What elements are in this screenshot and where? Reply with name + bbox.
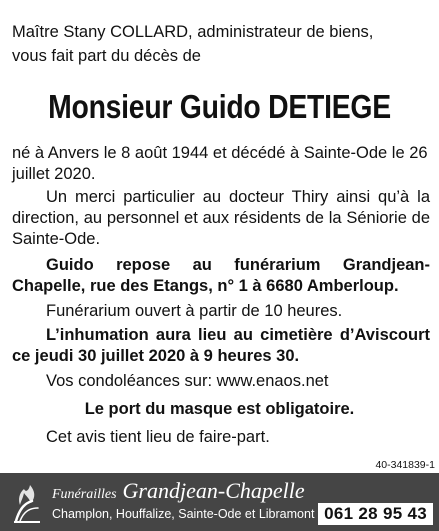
thanks-paragraph: Un merci particulier au docteur Thiry ainsi qu’à la direction, au personnel et aux résidents de la Séniorie de Sainte-Ode. bbox=[12, 188, 430, 248]
brand-prefix: Funérailles bbox=[52, 487, 117, 502]
deceased-name: Monsieur Guido DETIEGE bbox=[48, 88, 391, 125]
funeral-home-paragraph: Guido repose au funérarium Grandjean-Chapelle, rue des Etangs, n° 1 à 6680 Amberloup. bbox=[12, 256, 430, 295]
funeral-home-brand bbox=[52, 478, 305, 504]
intro-text bbox=[12, 20, 432, 68]
condolences-paragraph: Vos condoléances sur: www.enaos.net bbox=[46, 372, 329, 390]
birth-death-paragraph: né à Anvers le 8 août 1944 et décédé à Sainte-Ode le 26 juillet 2020. bbox=[12, 144, 428, 183]
phone-number: 061 28 95 43 bbox=[318, 503, 433, 525]
opening-hours-paragraph: Funérarium ouvert à partir de 10 heures. bbox=[46, 302, 343, 320]
reference-number: 40-341839-1 bbox=[375, 459, 435, 471]
flame-cross-logo-icon bbox=[10, 481, 44, 525]
mask-notice: Le port du masque est obligatoire. bbox=[84, 400, 355, 418]
funeral-home-locations: Champlon, Houffalize, Sainte-Ode et Libramont bbox=[52, 507, 315, 521]
brand-name: Grandjean-Chapelle bbox=[122, 478, 305, 503]
intro-line-2: vous fait part du décès de bbox=[12, 47, 201, 65]
funeral-home-banner bbox=[0, 473, 439, 531]
burial-paragraph: L’inhumation aura lieu au cimetière d’Aviscourt ce jeudi 30 juillet 2020 à 9 heures 30. bbox=[12, 326, 430, 365]
notice-note: Cet avis tient lieu de faire-part. bbox=[46, 428, 270, 446]
intro-line-1: Maître Stany COLLARD, administrateur de biens, bbox=[12, 23, 374, 41]
